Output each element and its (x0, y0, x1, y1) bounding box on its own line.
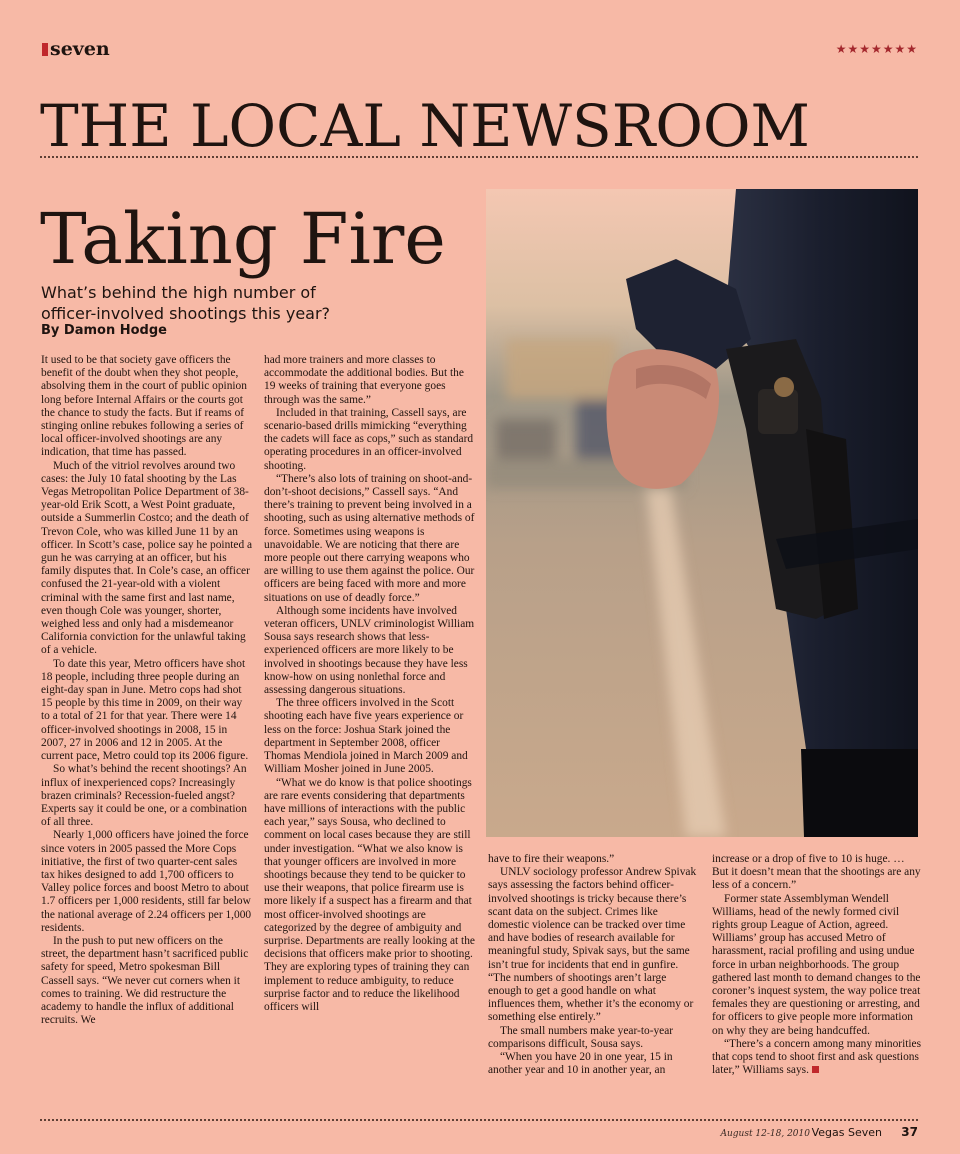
article-photo (486, 189, 918, 837)
article-deck: What’s behind the high number of officer-involved shootings this year? (41, 283, 331, 323)
paragraph: Much of the vitriol revolves around two cases: the July 10 fatal shooting by the Las Vegas Metropolitan Police Department of 38-year-old Erik Scott, a West Point graduate, outside a Summerlin Costco; and the death of Trevon Cole, who was killed June 11 by an officer. In Scott’s case, police say he pointed a gun he was carrying at an officer, but his family disputes that. In Cole’s case, an officer confused the 21-year-old with a violent criminal with the same first and last name, even though Cole was younger, shorter, weighed less and only had a misdemeanor California conviction for the unlawful taking of a vehicle. (41, 459, 253, 657)
police-officer-photo (486, 189, 918, 837)
paragraph: “What we do know is that police shootings are rare events considering that departments have millions of interactions with the public each year,” says Sousa, who declined to comment on local cases because they are still under investigation. “What we also know is that younger officers are involved in more shootings because they tend to be quicker to use their weapons, that police firearm use is more likely if a suspect has a firearm and that most officer-involved shootings are categorized by the degree of ambiguity and surprise. Departments are really looking at the decisions that officers make prior to shooting. They are exploring types of training they can implement to reduce ambiguity, to reduce surprise factor and to reduce the likelihood officers will (264, 776, 475, 1013)
paragraph (712, 1038, 922, 1078)
paragraph: The small numbers make year-to-year comparisons difficult, Sousa says. (488, 1024, 674, 1050)
brand-mark-icon (42, 43, 48, 56)
paragraph: It used to be that society gave officers the benefit of the doubt when they shot people, absolving them in the court of public opinion long before Internal Affairs or the courts got the chance to study the facts. But if reams of stinging online rebukes following a series of local officer-involved shootings are any indication, that time has passed. (41, 354, 247, 459)
paragraph: “There’s also lots of training on shoot-and-don’t-shoot decisions,” Cassell says. “And there’s training to prevent being involved in a shooting, such as using alternative methods of force. Sometimes using weapons is unavoidable. We are noticing that there are more people out there carrying weapons who are willing to use them against the police. Our officers are being faced with more and more situations on use of deadly force.” (264, 472, 475, 604)
article-byline: By Damon Hodge (41, 323, 167, 338)
footer-divider (40, 1119, 918, 1121)
paragraph-text: “There’s a concern among many minorities that cops tend to shoot first and ask questions later,” Williams says. (712, 1037, 922, 1077)
stars-rating: ★★★★★★★ (835, 42, 918, 56)
paragraph: Although some incidents have involved veteran officers, UNLV criminologist William Sousa says research shows that less-experienced officers are more likely to be involved in shootings because they have less know-how on using nonlethal force and assessing dangerous situations. (264, 604, 475, 697)
paragraph: increase or a drop of five to 10 is huge. … But it doesn’t mean that the shootings are any less of a concern.” (712, 853, 921, 892)
section-title: THE LOCAL NEWSROOM (40, 92, 810, 160)
brand-logo (42, 38, 110, 60)
article-column-4 (712, 853, 922, 1077)
paragraph: So what’s behind the recent shootings? An influx of inexperienced cops? Increasingly brazen criminals? Recession-fueled angst? Experts say it could be one, or a combination of all three. (41, 763, 247, 829)
article-column-2 (264, 354, 476, 1014)
paragraph: had more trainers and more classes to accommodate the additional bodies. But the 19 weeks of training that everyone goes through was the same.” (264, 354, 464, 406)
article-headline: Taking Fire (40, 198, 446, 280)
paragraph: Former state Assemblyman Wendell Williams, head of the newly formed civil rights group League of Action, agreed. Williams’ group has accused Metro of harassment, racial profiling and using undue force in urban neighborhoods. The group gathered last month to demand changes to the coroner’s inquest system, the way police treat females they are questioning or arresting, and for officers to give people more information on why they are being handcuffed. (712, 892, 921, 1037)
article-column-1 (41, 354, 253, 1027)
header-divider (40, 156, 918, 158)
paragraph: Nearly 1,000 officers have joined the force since voters in 2005 passed the More Cops initiative, the first of two quarter-cent sales tax hikes designed to add 1,700 officers to Valley police forces and boost Metro to about 1.7 officers per 1,000 residents, still far below the national average of 2.24 officers per 1,000 residents. (41, 829, 252, 934)
paragraph: “When you have 20 in one year, 15 in another year and 10 in another year, an (488, 1051, 673, 1077)
article-column-3 (488, 853, 700, 1077)
paragraph: The three officers involved in the Scott shooting each have five years experience or less on the force: Joshua Stark joined the department in September 2008, officer Thomas Mendiola joined in March 2009 and William Mosher joined in June 2005. (264, 697, 468, 776)
paragraph: Included in that training, Cassell says, are scenario-based drills mimicking “everything the cadets will face as cops,” such as standard operating procedures in an officer-involved shooting. (264, 406, 474, 472)
paragraph: UNLV sociology professor Andrew Spivak says assessing the factors behind officer-involved shootings is tricky because there’s scant data on the subject. Crimes like domestic violence can be tracked over time and have bodies of research available for meaningful study, Spivak says, but the same isn’t true for incidents that end in gunfire. “The numbers of shootings aren’t large enough to get a good handle on what influences them, whether it’s the economy or something else entirely.” (488, 866, 697, 1024)
paragraph: have to fire their weapons.” (488, 853, 615, 865)
footer-publication: Vegas Seven (811, 1126, 882, 1139)
page-number: 37 (901, 1125, 918, 1139)
brand-name: seven (50, 38, 110, 60)
paragraph: To date this year, Metro officers have shot 18 people, including three people during an eight-day span in June. Metro cops had shot 15 people by this time in 2009, on their way to a total of 21 for that year. There were 14 officer-involved shootings in 2008, 15 in 2007, 27 in 2006 and 12 in 2005. At the current pace, Metro could top its 2006 figure. (41, 657, 249, 763)
end-mark-icon (812, 1066, 819, 1073)
footer-date: August 12-18, 2010 (720, 1129, 810, 1139)
paragraph: In the push to put new officers on the street, the department hasn’t sacrificed public safety for speed, Metro spokesman Bill Cassell says. “We never cut corners when it comes to training. We did restructure the academy to handle the influx of additional recruits. We (41, 934, 249, 1027)
